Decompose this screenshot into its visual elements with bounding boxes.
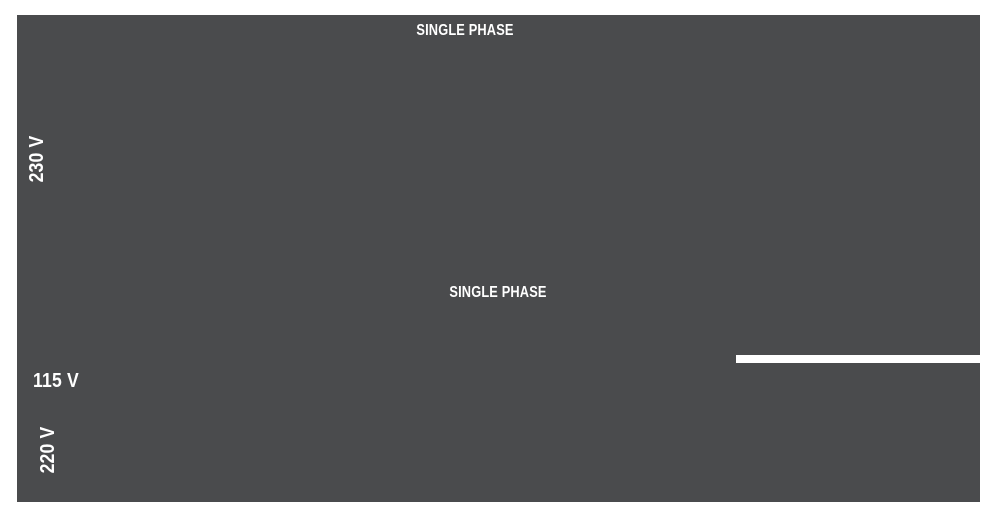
voltage-label-230v: 230 V <box>26 135 48 183</box>
voltage-map-panel <box>17 15 980 502</box>
voltage-label-115v: 115 V <box>33 370 79 392</box>
region-label-single-phase-middle: SINGLE PHASE <box>449 284 547 301</box>
region-label-single-phase-top: SINGLE PHASE <box>416 22 514 39</box>
voltage-label-220v: 220 V <box>37 426 59 474</box>
white-divider-bar <box>736 355 980 363</box>
